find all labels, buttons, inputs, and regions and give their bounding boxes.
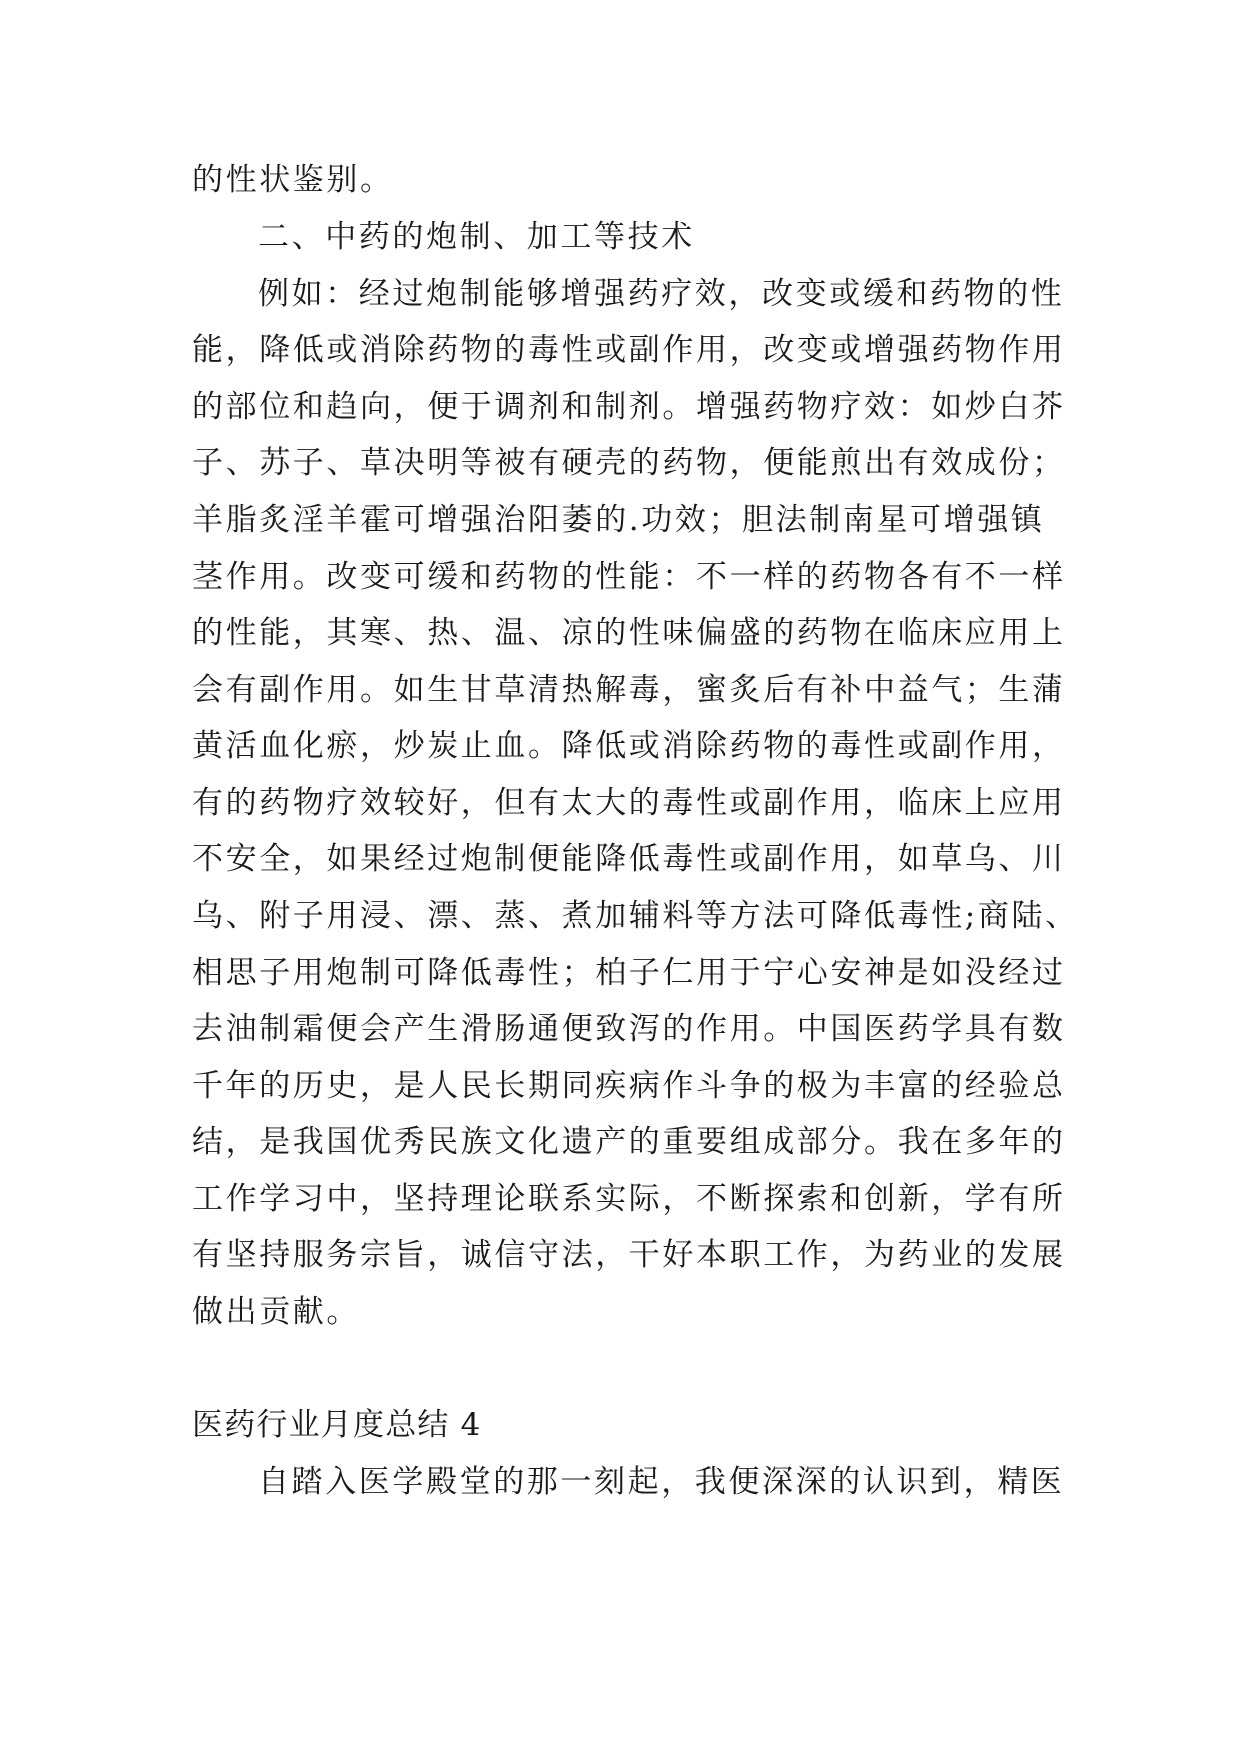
body-text-line: 子、苏子、草决明等被有硬壳的药物，便能煎出有效成份； xyxy=(192,445,1066,481)
subheading: 二、中药的炮制、加工等技术 xyxy=(258,219,695,255)
body-text-line: 能，降低或消除药物的毒性或副作用，改变或增强药物作用 xyxy=(192,332,1066,368)
body-text-line: 去油制霜便会产生滑肠通便致泻的作用。中国医药学具有数 xyxy=(192,1011,1066,1047)
body-text-line: 不安全，如果经过炮制便能降低毒性或副作用，如草乌、川 xyxy=(192,841,1066,877)
body-text-line: 相思子用炮制可降低毒性；柏子仁用于宁心安神是如没经过 xyxy=(192,955,1066,991)
body-text-line: 的性状鉴别。 xyxy=(192,162,394,198)
body-text-line: 羊脂炙淫羊霍可增强治阳萎的.功效；胆法制南星可增强镇 xyxy=(192,502,1045,538)
body-text-line: 的性能，其寒、热、温、凉的性味偏盛的药物在临床应用上 xyxy=(192,615,1066,651)
body-text-line: 会有副作用。如生甘草清热解毒，蜜炙后有补中益气；生蒲 xyxy=(192,672,1066,708)
body-text-line: 黄活血化瘀，炒炭止血。降低或消除药物的毒性或副作用， xyxy=(192,728,1066,764)
body-text-line: 茎作用。改变可缓和药物的性能：不一样的药物各有不一样 xyxy=(192,559,1066,595)
section-title: 医药行业月度总结 4 xyxy=(192,1407,482,1443)
body-text-line: 有坚持服务宗旨，诚信守法，干好本职工作，为药业的发展 xyxy=(192,1237,1066,1273)
body-text-line: 自踏入医学殿堂的那一刻起，我便深深的认识到，精医 xyxy=(258,1464,1065,1500)
body-text-line: 结，是我国优秀民族文化遗产的重要组成部分。我在多年的 xyxy=(192,1124,1066,1160)
body-text-line: 例如：经过炮制能够增强药疗效，改变或缓和药物的性 xyxy=(258,276,1065,312)
body-text-line: 乌、附子用浸、漂、蒸、煮加辅料等方法可降低毒性;商陆、 xyxy=(192,898,1079,934)
body-text-line: 千年的历史，是人民长期同疾病作斗争的极为丰富的经验总 xyxy=(192,1068,1066,1104)
body-text-line: 工作学习中，坚持理论联系实际，不断探索和创新，学有所 xyxy=(192,1181,1066,1217)
body-text-line: 做出贡献。 xyxy=(192,1294,360,1330)
body-text-line: 的部位和趋向，便于调剂和制剂。增强药物疗效：如炒白芥 xyxy=(192,389,1066,425)
body-text-line: 有的药物疗效较好，但有太大的毒性或副作用，临床上应用 xyxy=(192,785,1066,821)
